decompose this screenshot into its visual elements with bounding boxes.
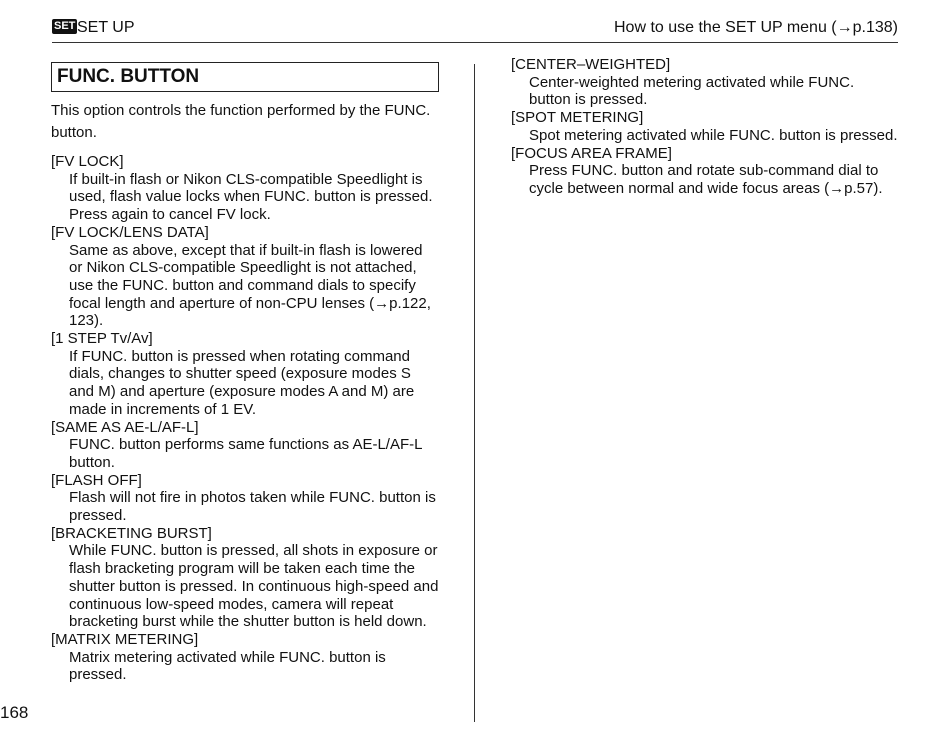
option-term: [FV LOCK] <box>51 153 124 170</box>
option-description: Same as above, except that if built-in flash is lowered or Nikon CLS-compatible Speedlight is not attached, use the FUNC. button and command dials to specify focal length and aperture of non-CPU lenses (→p.122, 123). <box>69 241 431 330</box>
page-header <box>52 16 898 43</box>
option-item <box>51 153 439 224</box>
option-term: [CENTER–WEIGHTED] <box>511 56 671 73</box>
option-item <box>51 330 439 419</box>
left-column <box>51 62 439 684</box>
set-up-icon: SET <box>54 20 76 32</box>
option-item <box>511 145 899 198</box>
option-list-left <box>51 153 439 684</box>
option-item <box>51 472 439 525</box>
intro-text: This option controls the function performed by the FUNC. button. <box>51 102 431 141</box>
option-description: Center-weighted metering activated while FUNC. button is pressed. <box>529 73 855 109</box>
option-term: [SPOT METERING] <box>511 109 644 127</box>
option-term: [BRACKETING BURST] <box>51 524 212 542</box>
page-number: 168 <box>0 703 29 722</box>
option-item <box>51 525 439 631</box>
option-term: [MATRIX METERING] <box>51 630 199 648</box>
option-description: FUNC. button performs same functions as AE-L/AF-L button. <box>69 436 422 471</box>
option-term: [1 STEP Tv/Av] <box>51 330 153 348</box>
option-description: If built-in flash or Nikon CLS-compatible Speedlight is used, flash value locks when FUNC. button is pressed. Press again to cancel FV lock. <box>69 170 433 224</box>
option-item <box>51 224 439 330</box>
option-description: Press FUNC. button and rotate sub-command dial to cycle between normal and wide focus areas (→p.57). <box>529 162 883 197</box>
option-term: [FOCUS AREA FRAME] <box>511 144 672 162</box>
section-label: SET UP <box>77 19 135 36</box>
right-column <box>511 56 899 198</box>
option-list-right <box>511 56 899 198</box>
menu-reference: How to use the SET UP menu (→p.138) <box>614 19 898 36</box>
option-description: Flash will not fire in photos taken while FUNC. button is pressed. <box>69 489 436 525</box>
option-description: Spot metering activated while FUNC. button is pressed. <box>529 126 898 144</box>
column-divider <box>474 64 475 722</box>
option-item <box>51 631 439 684</box>
option-term: [FV LOCK/LENS DATA] <box>51 223 209 241</box>
option-item <box>511 56 899 109</box>
option-item <box>51 419 439 472</box>
option-description: If FUNC. button is pressed when rotating command dials, changes to shutter speed (exposure modes S and M) and aperture (exposure modes A and M) are made in increments of 1 EV. <box>69 347 415 418</box>
option-description: While FUNC. button is pressed, all shots in exposure or flash bracketing program will be taken each time the shutter button is pressed. In continuous high-speed and continuous low-speed modes, camera will repeat bracketing burst while the shutter button is held down. <box>69 542 439 631</box>
option-description: Matrix metering activated while FUNC. button is pressed. <box>69 648 386 684</box>
option-term: [SAME AS AE-L/AF-L] <box>51 418 199 436</box>
option-item <box>511 109 899 144</box>
section-title: FUNC. BUTTON <box>51 62 439 92</box>
option-term: [FLASH OFF] <box>51 471 142 489</box>
